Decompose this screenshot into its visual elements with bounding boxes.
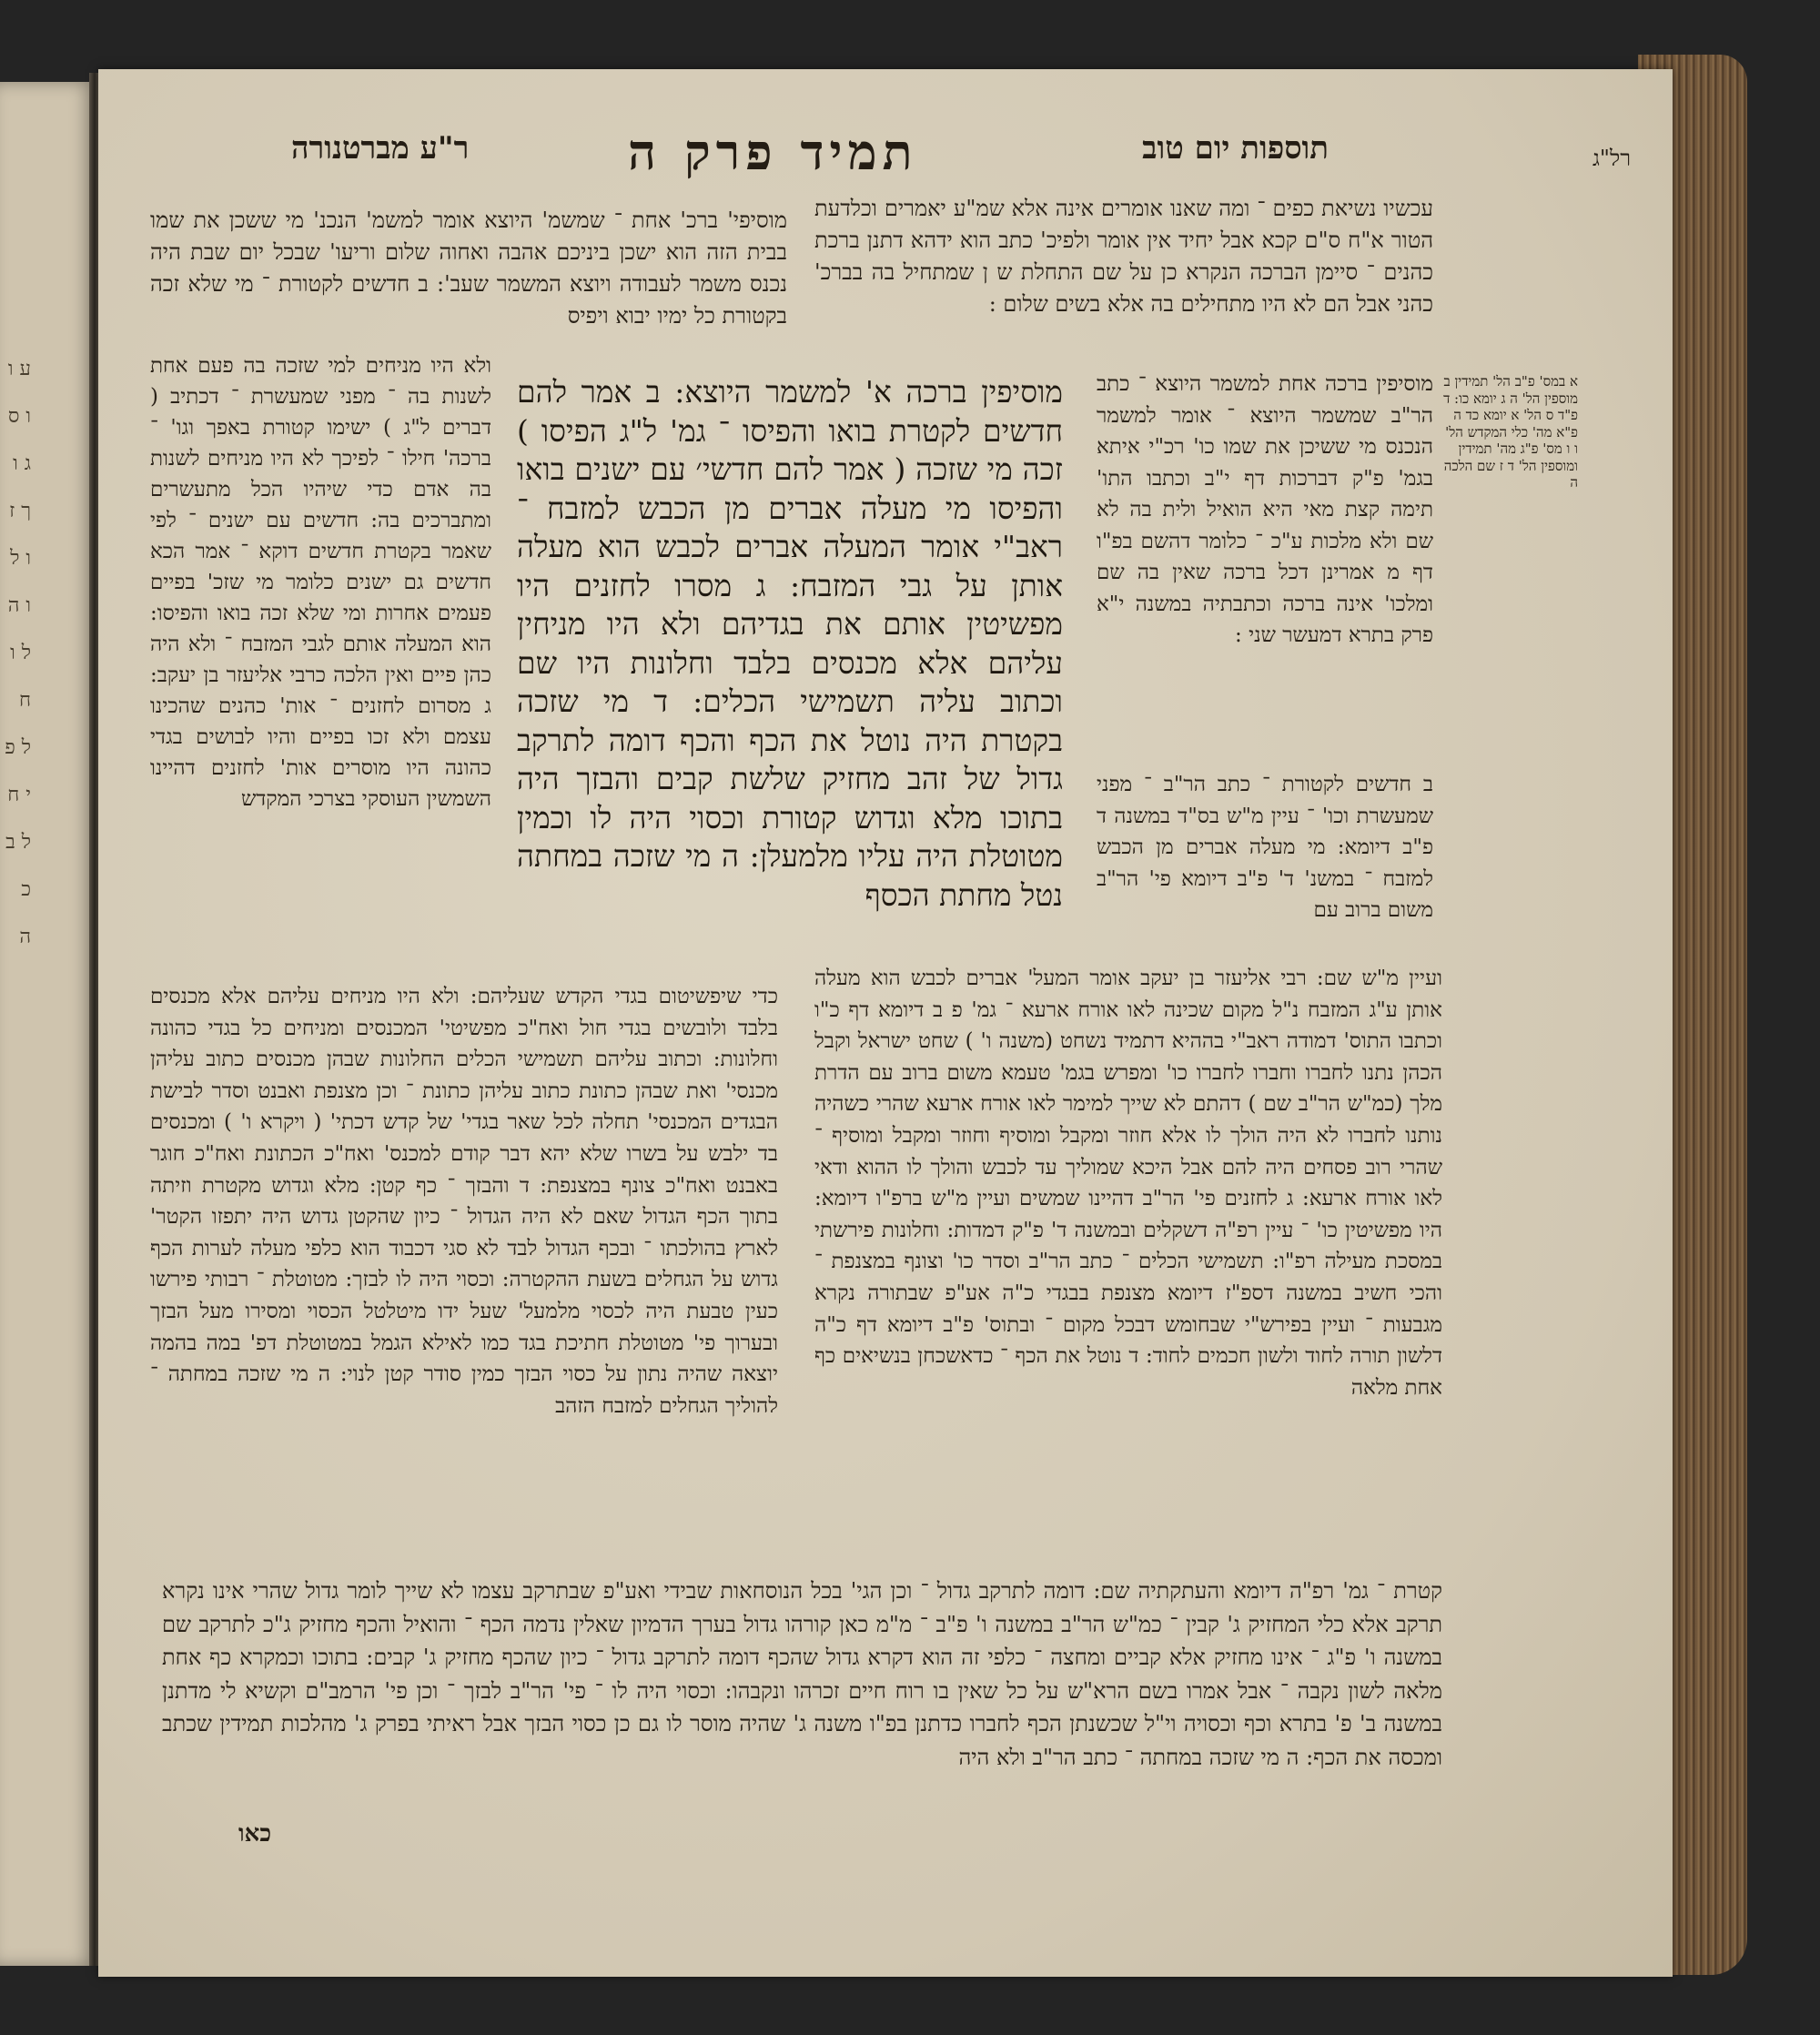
running-header [273,123,1329,187]
tosafot-intro-column: עכשיו נשיאת כפים ־ ומה שאנו אומרים אינה אלא שמ"ע יאמרים וכלדעת הטור א"ח ס"ם קכא אבל יחיד אין אומר ולפיכ' כתב הוא ידהא דתנן ברכת כהנים ־ סיימן הברכה הנקרא כן על שם התחלת ש ן שמתחיל בה בברכ' כהני אבל הם לא היו מתחילים בה אלא בשים שלום : [814,196,1433,317]
page-number: רל"ג [1592,146,1631,171]
bartenura-lower-column: כדי שיפשיטום בגדי הקדש שעליהם: ולא היו מניחים עליהם אלא מכנסים בלבד ולובשים בגדי חול ואח"כ מפשיטי' המכנסים ומניחים כל בגדי כהונה וחלונות: וכתוב עליהם תשמישי הכלים החלונות שבהן מכנסים כתוב עליהן מכנסי' ואת שבהן כתונת כתוב עליהן כתונת ־ וכן מצנפת ואבנט וסדר לבישת הבגדים המכנסי' תחלה לכל שאר בגדי' של קדש דכתי' ( ויקרא ו' ) ומכנסים בד ילבש על בשרו שלא יהא דבר קודם למכנס' ואח"כ הכתונת ואח"כ חוגר באבנט ואח"כ צונף במצנפת: ד והבזך ־ כף קטן: מלא וגדוש מקטרת וזיתה בתוך הכף הגדול שאם לא היה הגדול ־ כיון שהקטן גדוש היה יתפזו הקטר' לארץ בהולכתו ־ ובכף הגדול לבד לא סגי דכבוד הוא כלפי מעלה לערות הכף גדוש על הגחלים בשעת ההקטרה: וכסוי היה לו לבזך: מטוטלת ־ רבותי פירשו כעין טבעת היה לכסוי מלמעל' שעל ידו מיטלטל הכסוי ומסירו מעל הבזך ובערוך פי' מטוטלת חתיכת בגד כמו לאילא הגמל במטוטלת דפ' במה בהמה יוצאה שהיה נתון על כסוי הבזך כמין סודר קטן לנוי: ה מי שזכה במחתה ־ להוליך הגחלים למזבח הזהב [150,985,778,1418]
tosafot-lower-column: ועיין מ"ש שם: רבי אליעזר בן יעקב אומר המעל' אברים לכבש הוא מעלה אותן ע"ג המזבח נ"ל מקום שכינה לאו אורח ארעא ־ גמ' פ ב דיומא דף כ"ו וכתבו התוס' דמודה ראב"י בההיא דתמיד נשחט (משנה ו' ) שחט ישראל וקבל הכהן נתנו לחברו וחברו לחברו כו' ומפרש בגמ' טעמא משום ברוב עם הדרת מלך (כמ"ש הר"ב שם ) דהתם לא שייך למימר לאו אורח ארעא שהרי כשהיה נותנו לחברו לא היה הולך לו אלא חוזר ומקבל ומוסיף וחוזר ומקבל ומוסיף ־ שהרי רוב פסחים היה להם אבל היכא שמוליך עד לכבש והולך לו ההוא ודאי לאו אורח ארעא: ג לחזנים פי' הר"ב דהיינו שמשים ועיין מ"ש ברפ"ו דיומא: היו מפשיטין כו' ־ עיין רפ"ה דשקלים ובמשנה ד' פ"ק דמדות: וחלונות פירשתי במסכת מעילה רפ"ו: תשמישי הכלים ־ כתב הר"ב וסדר כו' וצונף במצנפת ־ והכי חשיב במשנה דספ"ז דיומא מצנפת בבגדי כ"ה אע"פ שבתורה נקרא מגבעות ־ ועיין בפירש"י שבחומש דבכל מקום ־ ובתוס' פ"ב דיומא דף כ"ה דלשון תורה לחוד ולשון חכמים לחוד: ד נוטל את הכף ־ כדאשכחן בנשיאים כף אחת מלאה [814,967,1442,1400]
bartenura-intro-column: מוסיפי' ברכ' אחת ־ שמשמ' היוצא אומר למשמ' הנכנ' מי ששכן את שמו בבית הזה הוא ישכן ביניכם אהבה ואחוה שלום וריעו' שבכל יום שבת היה נכנס משמר לעבודה ויוצא המשמר שעב': ב חדשים לקטורת ־ מי שלא זכה בקטורת כל ימיו יבוא ויפיס [150,208,787,329]
facing-page-text: ע ו ו ס ג ו ך ז ו ל ו ה ל ו ח ל פ י ח ל ב כ ה [5,358,31,948]
header-bartenura: ר"ע מברטנורה [291,130,470,167]
facing-page-edge [0,82,96,1966]
tosafot-right-column: מוסיפין ברכה אחת למשמר היוצא ־ כתב הר"ב שמשמר היוצא ־ אומר למשמר הנכנס מי ששיכן את שמו כו' רכ"י איתא בגמ' פ"ק דברכות דף י"ב וכתבו התו' תימה קצת מאי היא הואיל ולית בה לא שם ולא מלכות ע"כ ־ כלומר דהשם בפ"ו דף מ אמרינן דכל ברכה שאין בה שם ומלכו' אינה ברכה וכתבתיה במשנה י"א פרק בתרא דמעשר שני : [1097,372,1433,647]
tosafot-bottom-block: קטרת ־ גמ' רפ"ה דיומא והעתקתיה שם: דומה לתרקב גדול ־ וכן הגי' בכל הנוסחאות שבידי ואע"פ שבתרקב עצמו לא שייך לומר גדול שהרי אינו נקרא תרקב אלא כלי המחזיק ג' קבין ־ כמ"ש הר"ב במשנה ו' פ"ב ־ מ"מ כאן קורהו גדול בערך הדמיון שאלין נדמה הכף ־ והואיל והכף מחזיק ג"כ לתרקב שם במשנה ו' פ"ג ־ אינו מחזיק אלא קביים ומחצה ־ כלפי זה הוא דקרא גדול שהכף דומה לתרקב גדול ־ כיון שהכף מחזיק ג' קבים: בתוכו וכמקרא כף אחת מלאה לשון נקבה ־ אבל אמרו בשם הרא"ש על כל שאין בו רוח חיים זכרהו ונקבהו: וכסוי היה לו ־ פי' הר"ב לבזך ־ וכן פי' הרמב"ם וקשיא לי מדתנן במשנה ב' פ' בתרא וכף וכסויה וי"ל שכשנתן הכף לחברו כדתנן בפ"ו משנה ג' שהיה מוסר לו גם כן כסוי הבזך אבל ראיתי בפרק ג' מהלכות תמידין שכתב ומכסה את הכף: ה מי שזכה במחתה ־ כתב הר"ב ולא היה [162,1578,1442,1770]
tosafot-right-column-continued: ב חדשים לקטורת ־ כתב הר"ב ־ מפני שמעשרת וכו' ־ עיין מ"ש בס"ד במשנה ד פ"ב דיומא: מי מעלה אברים מן הכבש למזבח ־ במשנ' ד' פ"ב דיומא פי' הר"ב משום ברוב עם [1097,773,1433,922]
mishnah-text: מוסיפין ברכה א' למשמר היוצא: ב אמר להם חדשים לקטרת בואו והפיסו ־ גמ' ל"ג הפיסו ) זכה מי שזכה ( אמר להם חדשי׳ עם ישנים בואו והפיסו מי מעלה אברים מן הכבש למזבח ־ ראב"י אומר המעלה אברים לכבש הוא מעלה אותן על גבי המזבח: ג מסרו לחזנים היו מפשיטין אותם את בגדיהם ולא היו מניחין עליהם אלא מכנסים בלבד וחלונות היו שם וכתוב עליה תשמישי הכלים: ד מי שזכה בקטרת היה נוטל את הכף והכף דומה לתרקב גדול של זהב מחזיק שלשת קבים והבזך היה בתוכו מלא וגדוש קטורת וכסוי היה לו וכמין מטוטלת היה עליו מלמעלן: ה מי שזכה במחתה נטל מחתת הכסף [517,374,1063,913]
header-tractate-chapter: תמיד פרק ה [628,123,918,181]
header-tosafot-yom-tov: תוספות יום טוב [1142,130,1329,167]
catchword: כאו [238,1820,272,1848]
marginal-source-notes: א במס' פ"ב הל' תמידין ב מוספין הל' ה ג יומא כו: ד פ"ד ס הל' א יומא כד ה פ"א מה' כלי המקדש הל' ו ו מס' פ"ג מה' תמידין ומוספין הל' ד ז שם הלכה ה [1443,373,1578,491]
bartenura-side-column: ולא היו מניחים למי שזכה בה פעם אחת לשנות בה ־ מפני שמעשרת ־ דכתיב ( דברים ל"ג ) ישימו קטורת באפך וגו' ־ ברכה' חילו ־ לפיכך לא היו מניחים לשנות בה אדם כדי שיהיו הכל מתעשרים ומתברכים בה: חדשים עם ישנים ־ לפי שאמר בקטרת חדשים דוקא ־ אמר הכא חדשים גם ישנים כלומר מי שזכ' בפיים פעמים אחרות ומי שלא זכה בואו והפיסו: הוא המעלה אותם לגבי המזבח ־ ולא היה כהן פיים ואין הלכה כרבי אליעזר בן יעקב: ג מסרום לחזנים ־ אות' כהנים שהכינו עצמם ולא זכו בפיים והיו לבושים בגדי כהונה היו מוסרים אות' לחזנים דהיינו השמשין העוסקי בצרכי המקדש [150,354,491,811]
